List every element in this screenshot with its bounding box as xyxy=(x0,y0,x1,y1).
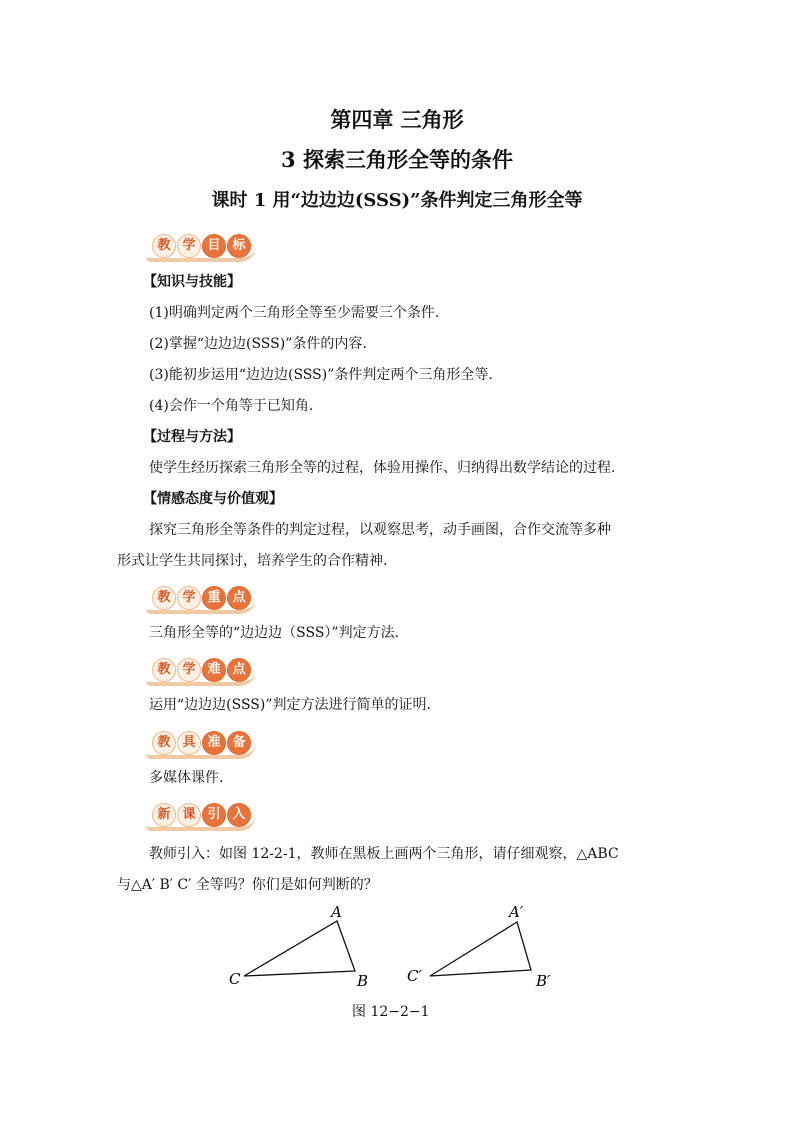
knowledge-heading: 【知识与技能】 xyxy=(143,274,241,290)
intro-line-1: 教师引入：如图 12-2-1，教师在黑板上画两个三角形，请仔细观察，△ABC xyxy=(149,846,619,862)
knowledge-item-3: (3)能初步运用“边边边(SSS)”条件判定两个三角形全等. xyxy=(149,367,493,383)
key-text: 三角形全等的“边边边（SSS）”判定方法. xyxy=(149,625,400,641)
label-b-prime: B′ xyxy=(536,972,551,990)
banner-char: 新 xyxy=(152,803,176,827)
banner-char: 教 xyxy=(152,731,176,755)
triangle-abc-prime xyxy=(430,922,531,976)
knowledge-item-4: (4)会作一个角等于已知角. xyxy=(149,398,314,414)
process-heading: 【过程与方法】 xyxy=(143,429,241,445)
knowledge-item-1: (1)明确判定两个三角形全等至少需要三个条件. xyxy=(149,305,440,321)
banner-char: 点 xyxy=(227,586,251,610)
banner-char: 目 xyxy=(202,234,226,258)
banner-char: 点 xyxy=(227,658,251,682)
attitude-line-2: 形式让学生共同探讨，培养学生的合作精神. xyxy=(117,553,388,569)
knowledge-item-2: (2)掌握“边边边(SSS)”条件的内容. xyxy=(149,336,367,352)
banner-char: 准 xyxy=(202,731,226,755)
label-c-prime: C′ xyxy=(407,967,422,985)
lesson-title: 课时 1 用“边边边(SSS)”条件判定三角形全等 xyxy=(211,190,583,211)
difficult-text: 运用“边边边(SSS)”判定方法进行简单的证明. xyxy=(149,697,431,713)
figure-caption: 图 12−2−1 xyxy=(352,1004,430,1020)
banner-char: 标 xyxy=(227,234,251,258)
tools-text: 多媒体课件. xyxy=(149,770,224,786)
intro-line-2: 与△A′ B′ C′ 全等吗？你们是如何判断的？ xyxy=(117,877,378,893)
banner-char: 学 xyxy=(177,586,201,610)
banner-char: 学 xyxy=(177,658,201,682)
banner-char: 教 xyxy=(152,658,176,682)
banner-char: 备 xyxy=(227,731,251,755)
triangle-abc xyxy=(244,921,355,976)
section-title: 3 探索三角形全等的条件 xyxy=(281,147,513,172)
banner-char: 教 xyxy=(152,586,176,610)
attitude-line-1: 探究三角形全等条件的判定过程，以观察思考，动手画图，合作交流等多种 xyxy=(149,522,611,538)
banner-char: 引 xyxy=(202,803,226,827)
label-c: C xyxy=(229,970,241,988)
banner-char: 重 xyxy=(202,586,226,610)
banner-char: 课 xyxy=(177,803,201,827)
label-b: B xyxy=(357,972,369,990)
banner-char: 学 xyxy=(177,234,201,258)
banner-char: 难 xyxy=(202,658,226,682)
banner-char: 具 xyxy=(177,731,201,755)
attitude-heading: 【情感态度与价值观】 xyxy=(143,491,283,507)
label-a: A xyxy=(331,903,342,921)
chapter-title: 第四章 三角形 xyxy=(330,107,464,132)
banner-char: 教 xyxy=(152,234,176,258)
label-a-prime: A′ xyxy=(509,903,524,921)
process-text: 使学生经历探索三角形全等的过程，体验用操作、归纳得出数学结论的过程. xyxy=(149,460,616,476)
banner-char: 入 xyxy=(227,803,251,827)
